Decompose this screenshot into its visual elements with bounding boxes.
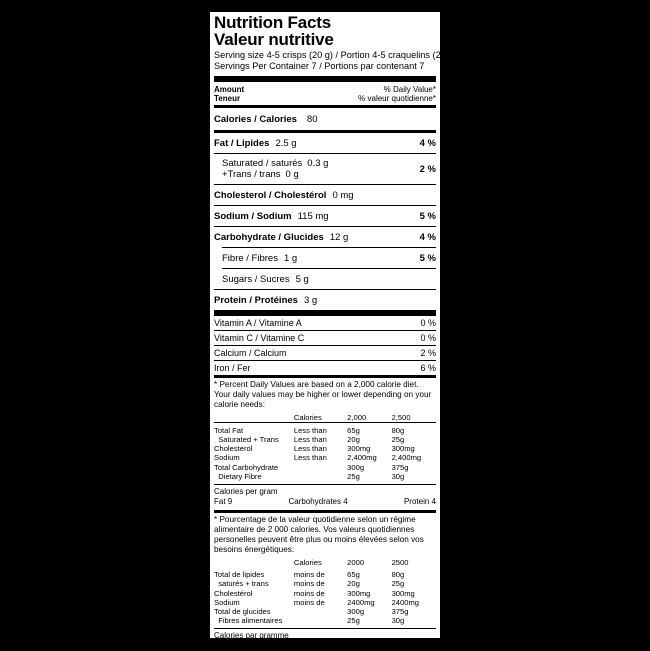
reference-cell: Calories	[293, 413, 322, 422]
reference-cell	[294, 472, 347, 481]
reference-cell: 25g	[391, 579, 405, 589]
reference-cell: 80g	[391, 425, 405, 435]
reference-cell: Sodium	[214, 597, 240, 607]
cpg-carb: Glucides 4	[301, 641, 340, 651]
protein-row	[214, 290, 436, 310]
protein-label: Protein / Protéines	[214, 294, 298, 306]
reference-row	[214, 426, 436, 435]
saturated-dv: 2 %	[419, 163, 436, 175]
sodium-value: 115 mg	[297, 210, 329, 222]
cpg-carb: Carbohydrates 4	[288, 496, 348, 506]
cpg-title: Calories par gramme	[214, 631, 289, 641]
calories-row	[214, 108, 436, 130]
calories-per-gram-fr	[214, 629, 436, 651]
fat-row	[214, 133, 436, 153]
reference-cell: 65g	[347, 570, 360, 580]
reference-head	[214, 413, 436, 423]
reference-cell: moins de	[293, 579, 325, 589]
reference-cell: 2,000	[347, 413, 367, 422]
vitamin-dv: 0 %	[420, 318, 436, 328]
vitamin-label: Calcium / Calcium	[214, 348, 287, 358]
reference-cell: 300mg	[391, 588, 415, 598]
calories-value: 80	[306, 113, 318, 125]
reference-cell: 300g	[347, 606, 365, 616]
reference-cell: Dietary Fibre	[214, 471, 262, 481]
reference-cell: Calories	[293, 557, 322, 567]
saturated-value: 0.3 g	[307, 158, 329, 169]
reference-cell: 2,400mg	[391, 453, 422, 463]
protein-value: 3 g	[303, 294, 318, 306]
reference-row	[214, 579, 436, 588]
reference-cell: Cholesterol	[214, 444, 253, 454]
vitamin-dv: 2 %	[420, 348, 436, 358]
reference-cell: Cholestérol	[214, 588, 253, 598]
reference-cell: moins de	[293, 570, 325, 580]
reference-cell: 300mg	[347, 588, 371, 598]
reference-cell: 30g	[391, 616, 405, 626]
reference-cell: Less than	[293, 434, 327, 444]
footnote-en: * Percent Daily Values are based on a 2,000 calorie diet. Your daily values may be higher or lower depending on your calorie needs:	[214, 380, 432, 409]
reference-cell: moins de	[293, 588, 325, 598]
reference-row	[214, 598, 436, 607]
reference-cell	[294, 607, 347, 616]
carbohydrate-dv: 4 %	[419, 231, 436, 243]
fat-dv: 4 %	[419, 137, 436, 149]
reference-cell: 300g	[347, 462, 365, 472]
vitamin-row	[214, 346, 436, 360]
cpg-protein: Protein 4	[403, 496, 436, 506]
reference-cell: 375g	[391, 462, 409, 472]
cpg-fat: Lipides 9	[214, 641, 247, 651]
teneur-label: Teneur	[214, 94, 241, 103]
reference-cell: 2400mg	[347, 597, 375, 607]
vitamin-row	[214, 331, 436, 345]
reference-row	[214, 435, 436, 444]
reference-row	[214, 463, 436, 472]
reference-cell: Saturated + Trans	[214, 434, 279, 444]
reference-cell: Less than	[293, 425, 327, 435]
cholesterol-label: Cholesterol / Cholestérol	[214, 189, 327, 201]
calories-label: Calories / Calories	[214, 113, 297, 125]
vitamin-label: Vitamin C / Vitamine C	[214, 333, 305, 343]
vitamin-dv: 0 %	[420, 333, 436, 343]
reference-cell: Less than	[293, 444, 327, 454]
cholesterol-row	[214, 185, 436, 205]
reference-cell: 2,500	[391, 413, 411, 422]
fibre-label: Fibre / Fibres	[222, 252, 278, 264]
fibre-row	[214, 248, 436, 268]
vitamin-label: Iron / Fer	[214, 363, 251, 373]
reference-cell: Total de lipides	[214, 570, 265, 580]
vitamin-row	[214, 316, 436, 330]
reference-cell: Less than	[293, 453, 327, 463]
reference-cell: 25g	[347, 616, 360, 626]
cpg-protein: Protéines 4	[395, 641, 436, 651]
amount-label: Amount	[214, 85, 245, 94]
reference-row	[214, 616, 436, 625]
carbohydrate-value: 12 g	[329, 231, 349, 243]
reference-table-en	[214, 413, 436, 481]
reference-cell: 300mg	[391, 444, 415, 454]
title-en: Nutrition Facts	[214, 13, 331, 32]
calories-per-gram-en	[214, 485, 436, 510]
reference-row	[214, 607, 436, 616]
saturated-trans-row	[214, 154, 436, 184]
sodium-dv: 5 %	[419, 210, 436, 222]
carbohydrate-row	[214, 227, 436, 247]
reference-cell: Total Carbohydrate	[214, 462, 279, 472]
sugars-value: 5 g	[295, 273, 309, 285]
servings-per-container: Servings Per Container 7 / Portions par contenant 7	[214, 61, 425, 71]
cpg-fat: Fat 9	[214, 496, 233, 506]
reference-row	[214, 444, 436, 453]
reference-cell: moins de	[293, 597, 325, 607]
reference-cell	[214, 558, 294, 567]
reference-cell: Fibres alimentaires	[214, 616, 283, 626]
reference-cell: 80g	[391, 570, 405, 580]
vitamin-label: Vitamin A / Vitamine A	[214, 318, 302, 328]
reference-table-fr	[214, 558, 436, 625]
reference-cell: 25g	[347, 471, 360, 481]
vitamin-dv: 6 %	[420, 363, 436, 373]
reference-row	[214, 453, 436, 462]
reference-cell	[294, 616, 347, 625]
sugars-label: Sugars / Sucres	[222, 273, 290, 285]
reference-cell: 2400mg	[391, 597, 420, 607]
sugars-row	[214, 269, 436, 289]
saturated-label: Saturated / saturés	[222, 158, 303, 169]
fat-label: Fat / Lipides	[214, 137, 270, 149]
carbohydrate-label: Carbohydrate / Glucides	[214, 231, 324, 243]
column-header	[214, 82, 436, 105]
reference-cell: saturés + trans	[214, 579, 269, 589]
trans-value: 0 g	[285, 169, 299, 180]
reference-cell: 300mg	[347, 444, 371, 454]
sodium-label: Sodium / Sodium	[214, 210, 292, 222]
title-fr: Valeur nutritive	[214, 30, 334, 49]
reference-cell: 2500	[391, 557, 409, 567]
reference-row	[214, 570, 436, 579]
reference-cell: Total de glucides	[214, 606, 271, 616]
sodium-row	[214, 206, 436, 226]
reference-head	[214, 558, 436, 567]
cpg-title: Calories per gram	[214, 486, 278, 496]
nutrition-facts-label	[210, 12, 457, 651]
serving-size: Serving size 4-5 crisps (20 g) / Portion 4-5 craquelins (20 g)	[214, 50, 457, 60]
fat-value: 2.5 g	[275, 137, 297, 149]
trans-label: +Trans / trans	[222, 169, 281, 180]
footnote-fr: * Pourcentage de la valeur quotidienne selon un régime alimentaire de 2 000 calories. Vos valeurs quotidiennes personelles peuvent être plus ou moins élevées selon vos besoins énergétiques:	[214, 514, 424, 554]
reference-cell: Sodium	[214, 453, 240, 463]
reference-cell: 20g	[347, 434, 360, 444]
reference-cell: 30g	[391, 471, 405, 481]
reference-cell: Total Fat	[214, 425, 244, 435]
fibre-dv: 5 %	[419, 252, 436, 264]
reference-cell: 65g	[347, 425, 360, 435]
reference-cell: 2,400mg	[347, 453, 377, 463]
reference-row	[214, 472, 436, 481]
reference-cell: 25g	[391, 434, 405, 444]
daily-value-en: % Daily Value*	[383, 85, 436, 94]
reference-row	[214, 589, 436, 598]
reference-cell: 2000	[347, 557, 365, 567]
reference-cell: 20g	[347, 579, 360, 589]
reference-cell	[294, 463, 347, 472]
daily-value-fr: % valeur quotidienne*	[358, 94, 436, 103]
vitamin-row	[214, 361, 436, 375]
reference-cell: 375g	[391, 606, 409, 616]
fibre-value: 1 g	[283, 252, 298, 264]
cholesterol-value: 0 mg	[332, 189, 354, 201]
reference-cell	[214, 413, 294, 423]
